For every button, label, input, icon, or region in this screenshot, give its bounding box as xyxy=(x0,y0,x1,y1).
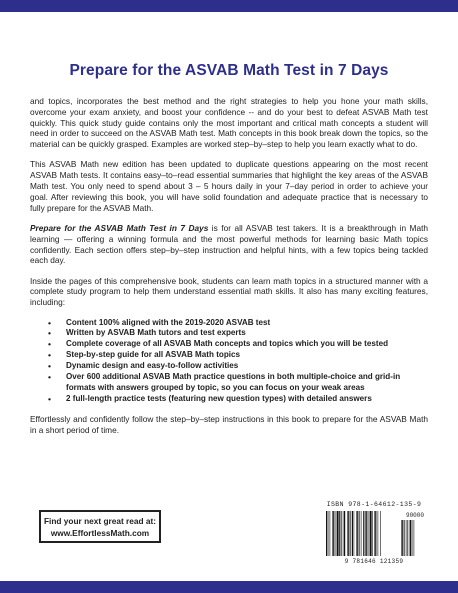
feature-item: • Written by ASVAB Math tutors and test experts xyxy=(66,328,428,339)
barcode-bar xyxy=(343,511,344,556)
barcode-bar xyxy=(372,511,373,556)
feature-item: • Content 100% aligned with the 2019-2020 ASVAB test xyxy=(66,318,428,329)
barcode-bar xyxy=(361,511,362,556)
bottom-color-band xyxy=(0,581,458,593)
feature-item: • 2 full-length practice tests (featuring new question types) with detailed answers xyxy=(66,394,428,405)
audience-text: is for all ASVAB test takers. It is a breakthrough in Math learning — offering a winning formula and the most powerful methods for learning basic Math topics confidently. Each section offers step–by–step instruction and helpful hints, with a few topics being tackled each day. xyxy=(30,222,428,266)
barcode-bar xyxy=(369,511,370,556)
price-code: 90000 xyxy=(405,512,424,519)
feature-item: • Dynamic design and easy-to-follow activities xyxy=(66,361,428,372)
barcode-bar xyxy=(326,511,327,556)
top-color-band xyxy=(0,0,458,12)
barcode-bar xyxy=(336,511,337,556)
barcode-bar xyxy=(339,511,340,556)
feature-item: • Complete coverage of all ASVAB Math concepts and topics which you will be tested xyxy=(66,339,428,350)
barcode-bar xyxy=(344,511,345,556)
feature-item: • Step-by-step guide for all ASVAB Math topics xyxy=(66,350,428,361)
barcode-bar xyxy=(352,511,353,556)
barcode-addon-bar xyxy=(407,520,408,556)
barcode-bar xyxy=(359,511,360,556)
feature-list xyxy=(30,318,428,405)
barcode-bar xyxy=(374,511,375,556)
barcode-bar xyxy=(378,511,379,556)
barcode-digits: 9 781646 121359 xyxy=(344,558,404,565)
barcode-bar xyxy=(354,511,355,556)
barcode-addon-bar xyxy=(404,520,405,556)
barcode-bar xyxy=(337,511,339,556)
barcode-bar xyxy=(328,511,329,556)
edition-paragraph: This ASVAB Math new edition has been updated to duplicate questions appearing on the most recent ASVAB Math tests. It contains easy–to–read essential summaries that highlight the key areas of the ASVAB Math test. You only need to spend about 3 – 5 hours daily in your 7–day period in order to achieve your goal. After reviewing this book, you will have solid foundation and adequate practice that is necessary to fully prepare for the ASVAB Math. xyxy=(30,159,428,213)
back-cover-body xyxy=(30,96,428,445)
feature-item: • Over 600 additional ASVAB Math practice questions in both multiple-choice and grid-in formats with answers grouped by topic, so you can focus on your weak areas xyxy=(66,372,428,394)
barcode-addon-bar xyxy=(402,520,403,556)
barcode-bar xyxy=(365,511,366,556)
promo-line: Find your next great read at: xyxy=(43,516,157,526)
page-title: Prepare for the ASVAB Math Test in 7 Days xyxy=(69,62,389,79)
features-intro-paragraph: Inside the pages of this comprehensive book, students can learn math topics in a structured manner with a complete study program to help them understand essential math skills. It also has many exciting features, including: xyxy=(30,275,428,308)
promo-website: www.EffortlessMath.com xyxy=(50,528,150,538)
barcode-bar xyxy=(375,511,376,556)
barcode-bar xyxy=(333,511,334,556)
barcode-addon-bar xyxy=(406,520,407,556)
barcode-bar xyxy=(350,511,351,556)
barcode-bar xyxy=(356,511,357,556)
closing-paragraph: Effortlessly and confidently follow the step–by–step instructions in this book to prepare for the ASVAB Math in a short period of time. xyxy=(30,414,428,436)
barcode-addon-bar xyxy=(412,520,413,556)
audience-paragraph xyxy=(30,223,428,266)
barcode-bar xyxy=(330,511,331,556)
barcode-addon-bar xyxy=(414,520,415,556)
barcode-addon-bar xyxy=(401,520,402,556)
barcode-addon-bar xyxy=(410,520,411,556)
intro-paragraph: and topics, incorporates the best method and the right strategies to help you hone your math skills, overcome your exam anxiety, and boost your confidence -- and do your best to defeat ASVAB Math test quickly. This quick study guide contains only the most important and critical math concepts a student will need in order to succeed on the ASVAB Math test. Math concepts in this book break down the topics, so the material can be quickly grasped. Examples are worked step–by–step to help you learn exactly what to do. xyxy=(30,96,428,150)
website-promo-box xyxy=(39,510,161,543)
isbn-text: ISBN 978-1-64612-135-9 xyxy=(326,501,422,508)
barcode-bar xyxy=(348,511,349,556)
barcode-bar xyxy=(357,511,358,556)
barcode-bar xyxy=(347,511,348,556)
barcode-bar xyxy=(363,511,364,556)
barcode-block xyxy=(322,498,426,570)
barcode-addon-bar xyxy=(409,520,410,556)
barcode-bar xyxy=(366,511,367,556)
barcode-bar xyxy=(332,511,333,556)
barcode-bar xyxy=(380,511,381,556)
barcode-bar xyxy=(370,511,372,556)
barcode-bar xyxy=(341,511,342,556)
book-title-inline: Prepare for the ASVAB Math Test in 7 Days xyxy=(30,222,209,233)
